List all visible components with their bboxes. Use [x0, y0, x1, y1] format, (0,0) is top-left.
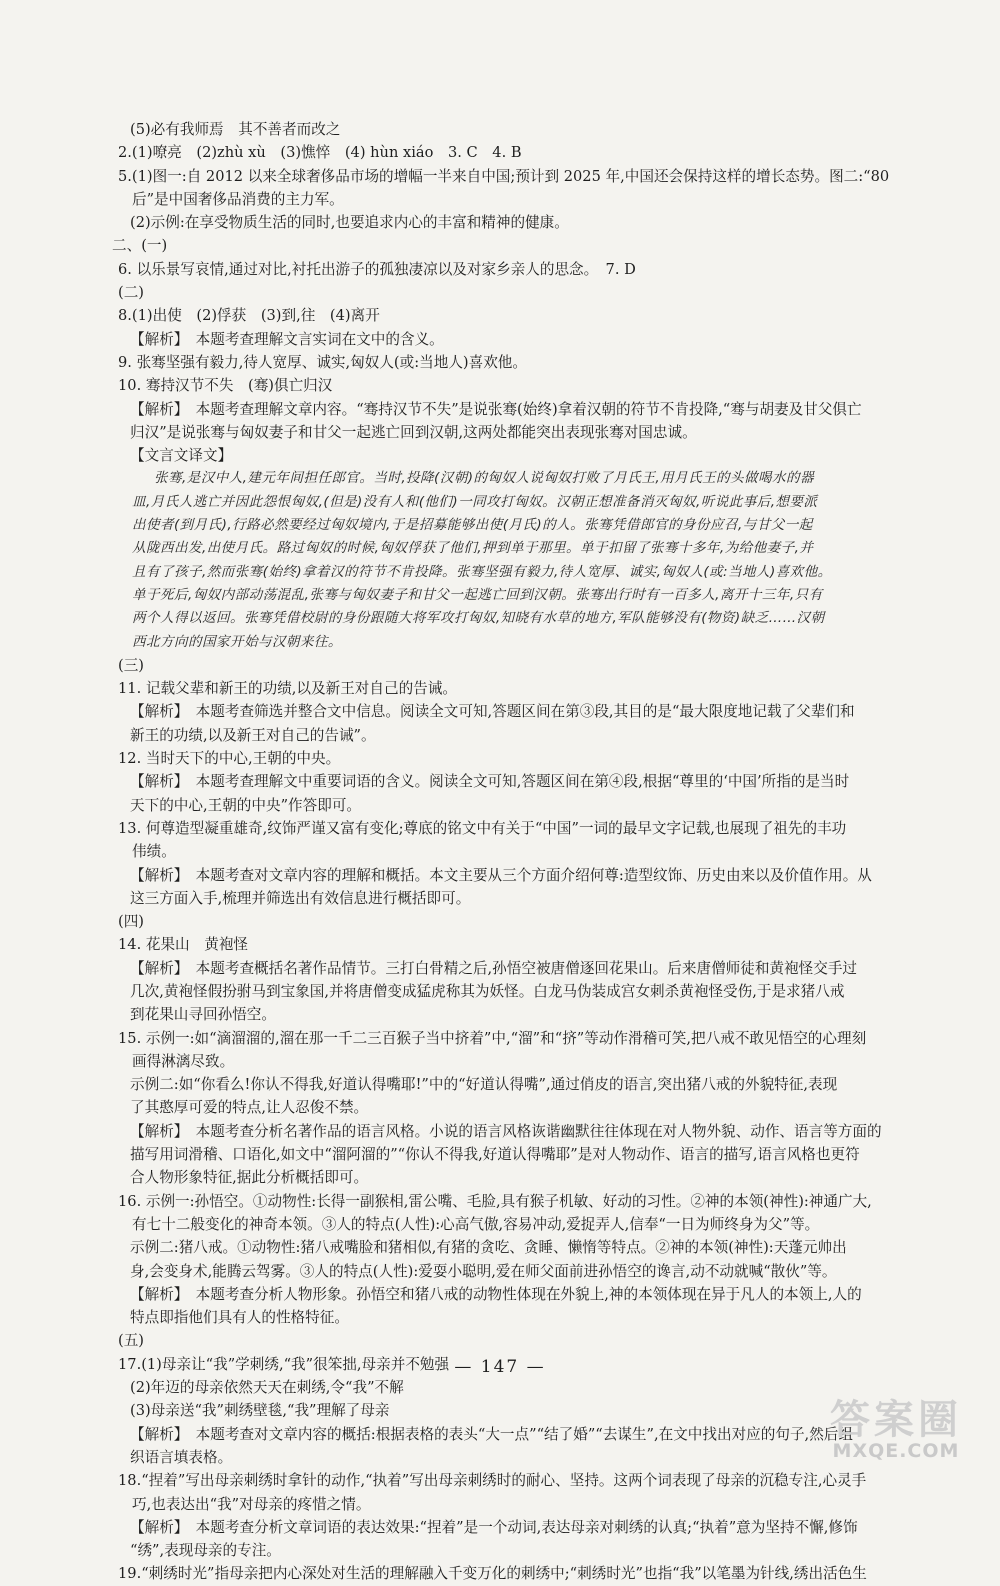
- translation-heading: 【文言文译文】: [130, 447, 233, 465]
- text-line: 伟绩。: [132, 843, 176, 861]
- text-line: 画得淋漓尽致。: [132, 1052, 235, 1070]
- text-line: 12. 当时天下的中心,王朝的中央。: [118, 750, 341, 768]
- text-line: 6. 以乐景写哀情,通过对比,衬托出游子的孤独凄凉以及对家乡亲人的思念。 7. D: [118, 260, 636, 278]
- text-line: (5)必有我师焉 其不善者而改之: [130, 121, 341, 138]
- text-line: 天下的中心,王朝的中央”作答即可。: [130, 796, 362, 814]
- translation-line: 两个人得以返回。张骞凭借校尉的身份跟随大将军攻打匈奴,知晓有水草的地方,军队能够没有(物资)缺乏……汉朝: [132, 610, 825, 627]
- translation-line: 从陇西出发,出使月氏。路过匈奴的时候,匈奴俘获了他们,押到单于那里。单于扣留了张骞十多年,为给他妻子,并: [132, 540, 814, 557]
- text-line: 后”是中国奢侈品消费的主力军。: [132, 190, 344, 208]
- text-line: 9. 张骞坚强有毅力,待人宽厚、诚实,匈奴人(或:当地人)喜欢他。: [118, 353, 527, 371]
- watermark-url: MXQE.COM: [832, 1440, 960, 1462]
- text-line: 织语言填表格。: [130, 1448, 233, 1466]
- text-line: 新王的功绩,以及新王对自己的告诫”。: [130, 726, 376, 744]
- analysis-line: 【解析】 本题考查对文章内容的概括:根据表格的表头“大一点”“结了婚”“去谋生”,在文中找出对应的句子,然后组: [130, 1425, 853, 1443]
- text-line: 14. 花果山 黄袍怪: [118, 936, 249, 954]
- text-line: 归汉”是说张骞与匈奴妻子和甘父一起逃亡回到汉朝,这两处都能突出表现张骞对国忠诚。: [130, 423, 697, 441]
- section-heading: (三): [118, 656, 144, 674]
- translation-line: 且有了孩子,然而张骞(始终)拿着汉的符节不肯投降。张骞坚强有毅力,待人宽厚、诚实,匈奴人(或:当地人)喜欢他。: [132, 563, 832, 580]
- text-line: 2.(1)嘹亮 (2)zhù xù (3)憔悴 (4) hùn xiáo 3. C 4. B: [118, 144, 522, 162]
- text-line: 10. 骞持汉节不失 (骞)俱亡归汉: [118, 377, 333, 395]
- analysis-line: 【解析】 本题考查理解文中重要词语的含义。阅读全文可知,答题区间在第④段,根据“尊里的‘中国’所指的是当时: [130, 773, 850, 791]
- analysis-line: 【解析】 本题考查理解文言实词在文中的含义。: [130, 330, 444, 348]
- analysis-line: 【解析】 本题考查对文章内容的理解和概括。本文主要从三个方面介绍何尊:造型纹饰、历史由来以及价值作用。从: [130, 866, 872, 884]
- text-line: “绣”,表现母亲的专注。: [130, 1542, 281, 1560]
- text-line: 示例二:猪八戒。①动物性:猪八戒嘴脸和猪相似,有猪的贪吃、贪睡、懒惰等特点。②神的本领(神性):天蓬元帅出: [130, 1239, 847, 1257]
- translation-line: 西北方向的国家开始与汉朝来往。: [132, 633, 342, 650]
- analysis-line: 【解析】 本题考查概括名著作品情节。三打白骨精之后,孙悟空被唐僧逐回花果山。后来唐僧师徒和黄袍怪交手过: [130, 959, 858, 977]
- text-line: 特点即指他们具有人的性格特征。: [130, 1309, 349, 1327]
- watermark-text: 答案圈: [830, 1397, 962, 1443]
- analysis-line: 【解析】 本题考查分析名著作品的语言风格。小说的语言风格诙谐幽默往往体现在对人物外貌、动作、语言等方面的: [130, 1122, 882, 1140]
- text-line: (2)年迈的母亲依然天天在刺绣,令“我”不解: [130, 1379, 404, 1397]
- text-line: (3)母亲送“我”刺绣壁毯,“我”理解了母亲: [130, 1402, 390, 1420]
- text-line: 几次,黄袍怪假扮驸马到宝象国,并将唐僧变成猛虎称其为妖怪。白龙马伪装成宫女刺杀黄袍怪受伤,于是求猪八戒: [130, 982, 845, 1000]
- text-line: 19.“刺绣时光”指母亲把内心深处对生活的理解融入千变万化的刺绣中;“刺绣时光”也指“我”以笔墨为针线,绣出活色生: [118, 1565, 867, 1583]
- text-line: 到花果山寻回孙悟空。: [130, 1006, 276, 1024]
- text-line: 16. 示例一:孙悟空。①动物性:长得一副猴相,雷公嘴、毛脸,具有猴子机敏、好动的习性。②神的本领(神性):神通广大,: [118, 1192, 872, 1210]
- translation-line: 出使者(到月氏),行路必然要经过匈奴境内,于是招募能够出使(月氏)的人。张骞凭借郎官的身份应召,与甘父一起: [132, 517, 813, 534]
- section-heading: 二、(一): [112, 237, 168, 255]
- text-line: 11. 记载父辈和新王的功绩,以及新王对自己的告诫。: [118, 680, 457, 698]
- text-line: 13. 何尊造型凝重雄奇,纹饰严谨又富有变化;尊底的铭文中有关于“中国”一词的最早文字记载,也展现了祖先的丰功: [118, 819, 847, 837]
- watermark-logo: [808, 1388, 984, 1464]
- text-line: 17.(1)母亲让“我”学刺绣,“我”很笨拙,母亲并不勉强: [118, 1355, 450, 1373]
- translation-line: 张骞,是汉中人,建元年间担任郎官。当时,投降(汉朝)的匈奴人说匈奴打败了月氏王,用月氏王的头做喝水的器: [154, 470, 815, 487]
- text-line: 这三方面入手,梳理并筛选出有效信息进行概括即可。: [130, 889, 471, 907]
- text-line: 15. 示例一:如“滴溜溜的,溜在那一千二三百猴子当中挤着”中,“溜”和“挤”等动作滑稽可笑,把八戒不敢见悟空的心理刻: [118, 1029, 867, 1047]
- text-line: 有七十二般变化的神奇本领。③人的特点(人性):心高气傲,容易冲动,爱捉弄人,信奉“一日为师终身为父”等。: [132, 1215, 820, 1233]
- text-line: 描写用词滑稽、口语化,如文中“溜阿溜的”“你认不得我,好道认得嘴耶”是对人物动作、语言的描写,语言风格也更符: [130, 1146, 860, 1164]
- translation-line: 单于死后,匈奴内部动荡混乱,张骞与匈奴妻子和甘父一起逃亡回到汉朝。张骞出行时有一百多人,离开十三年,只有: [132, 586, 823, 603]
- text-line: 了其憨厚可爱的特点,让人忍俊不禁。: [130, 1099, 369, 1117]
- text-line: 巧,也表达出“我”对母亲的疼惜之情。: [132, 1495, 371, 1513]
- analysis-line: 【解析】 本题考查理解文章内容。“骞持汉节不失”是说张骞(始终)拿着汉朝的符节不肯投降,“骞与胡妻及甘父俱亡: [130, 400, 862, 418]
- section-heading: (二): [118, 284, 144, 302]
- section-heading: (五): [118, 1332, 144, 1350]
- text-line: 8.(1)出使 (2)俘获 (3)到,往 (4)离开: [118, 307, 380, 325]
- text-line: (2)示例:在享受物质生活的同时,也要追求内心的丰富和精神的健康。: [130, 214, 569, 232]
- text-line: 示例二:如“你看么!你认不得我,好道认得嘴耶!”中的“好道认得嘴”,通过俏皮的语言,突出猪八戒的外貌特征,表现: [130, 1076, 838, 1094]
- text-line: 5.(1)图一:自 2012 以来全球奢侈品市场的增幅一半来自中国;预计到 2025 年,中国还会保持这样的增长态势。图二:“80: [118, 167, 890, 185]
- page-number: — 147 —: [454, 1357, 546, 1377]
- analysis-line: 【解析】 本题考查分析人物形象。孙悟空和猪八戒的动物性体现在外貌上,神的本领体现在异于凡人的本领上,人的: [130, 1285, 862, 1303]
- analysis-line: 【解析】 本题考查筛选并整合文中信息。阅读全文可知,答题区间在第③段,其目的是“最大限度地记载了父辈们和: [130, 703, 855, 721]
- section-heading: (四): [118, 913, 144, 931]
- text-line: 身,会变身术,能腾云驾雾。③人的特点(人性):爱耍小聪明,爱在师父面前进孙悟空的谗言,动不动就喊“散伙”等。: [130, 1262, 837, 1280]
- translation-line: 皿,月氏人逃亡并因此怨恨匈奴,(但是)没有人和(他们)一同攻打匈奴。汉朝正想准备消灭匈奴,听说此事后,想要派: [132, 493, 818, 510]
- analysis-line: 【解析】 本题考查分析文章词语的表达效果:“捏着”是一个动词,表达母亲对刺绣的认真;“执着”意为坚持不懈,修饰: [130, 1518, 858, 1536]
- text-line: 18.“捏着”写出母亲刺绣时拿针的动作,“执着”写出母亲刺绣时的耐心、坚持。这两个词表现了母亲的沉稳专注,心灵手: [118, 1472, 867, 1490]
- text-line: 合人物形象特征,据此分析概括即可。: [130, 1169, 369, 1187]
